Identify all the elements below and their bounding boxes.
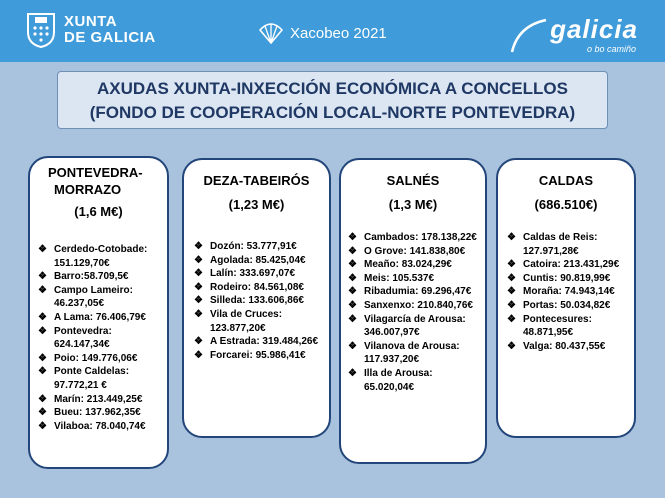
- municipality-item: [348, 258, 485, 272]
- bullet-icon: ❖: [38, 271, 47, 283]
- bullet-icon: ❖: [348, 259, 357, 271]
- municipality-amount: Marín: 213.449,25€: [54, 393, 143, 405]
- municipality-item: [38, 270, 167, 284]
- bullet-icon: ❖: [348, 299, 357, 311]
- municipality-item: [194, 254, 329, 268]
- municipality-item: [194, 308, 329, 335]
- municipality-amount: Poio: 149.776,06€: [54, 352, 138, 364]
- municipality-item: [507, 231, 634, 258]
- bullet-icon: ❖: [38, 420, 47, 432]
- bullet-icon: ❖: [194, 336, 203, 348]
- municipality-item: [38, 406, 167, 420]
- municipality-amount: Ponte Caldelas: 97.772,21 €: [54, 366, 130, 391]
- municipality-item: [194, 281, 329, 295]
- xacobeo-text: Xacobeo 2021: [290, 24, 387, 42]
- bullet-icon: ❖: [38, 284, 47, 296]
- municipality-amount: Portas: 50.034,82€: [523, 299, 611, 311]
- municipality-item: [507, 340, 634, 354]
- region-name: DEZA-TABEIRÓS: [203, 173, 310, 188]
- municipality-amount: Moraña: 74.943,14€: [523, 286, 615, 298]
- municipality-item: [194, 267, 329, 281]
- bullet-icon: ❖: [507, 286, 516, 298]
- bullet-icon: ❖: [194, 295, 203, 307]
- municipality-amount: Dozón: 53.777,91€: [210, 241, 297, 252]
- municipality-amount: Lalín: 333.697,07€: [210, 268, 296, 280]
- galicia-tagline: o bo camiño: [586, 44, 636, 54]
- bullet-icon: ❖: [348, 232, 357, 243]
- region-name: PONTEVEDRA- MORRAZO: [48, 165, 143, 197]
- municipality-item: [348, 367, 485, 394]
- bullet-icon: ❖: [194, 281, 203, 293]
- region-name: CALDAS: [538, 173, 594, 188]
- municipality-list: [194, 240, 329, 362]
- municipality-item: [507, 272, 634, 286]
- municipality-item: [348, 299, 485, 313]
- xacobeo-logo: [258, 22, 387, 44]
- municipality-amount: Campo Lameiro: 46.237,05€: [54, 284, 133, 310]
- region-card-deza-tabeiros: [182, 158, 331, 438]
- municipality-amount: Sanxenxo: 210.840,76€: [364, 299, 473, 311]
- municipality-amount: Vila de Cruces: 123.877,20€: [210, 308, 283, 334]
- municipality-item: [194, 240, 329, 254]
- municipality-item: [348, 272, 485, 286]
- municipality-item: [38, 325, 167, 352]
- bullet-icon: ❖: [348, 286, 357, 298]
- bullet-icon: ❖: [507, 313, 516, 325]
- municipality-amount: Bueu: 137.962,35€: [54, 407, 141, 419]
- municipality-amount: A Estrada: 319.484,26€: [210, 336, 319, 348]
- header-bar: [0, 0, 665, 62]
- municipality-amount: Agolada: 85.425,04€: [210, 254, 306, 266]
- municipality-item: [38, 365, 167, 392]
- bullet-icon: ❖: [507, 259, 516, 271]
- municipality-amount: Valga: 80.437,55€: [523, 340, 606, 352]
- municipality-amount: Vilanova de Arousa: 117.937,20€: [364, 340, 460, 366]
- municipality-amount: Meis: 105.537€: [364, 272, 435, 284]
- title-line1: AXUDAS XUNTA-INXECCIÓN ECONÓMICA A CONCELLOS: [97, 79, 568, 98]
- title-line2: (FONDO DE COOPERACIÓN LOCAL-NORTE PONTEVEDRA): [89, 103, 576, 122]
- bullet-icon: ❖: [348, 313, 357, 325]
- region-card-salnes: [339, 158, 487, 464]
- bullet-icon: ❖: [348, 272, 357, 284]
- municipality-item: [194, 349, 329, 363]
- galicia-crest-icon: [26, 12, 56, 48]
- municipality-item: [507, 258, 634, 272]
- bullet-icon: ❖: [38, 393, 47, 405]
- region-amount: (1,3 M€): [388, 197, 438, 212]
- bullet-icon: ❖: [507, 232, 516, 243]
- bullet-icon: ❖: [348, 245, 357, 257]
- municipality-amount: Barro:58.709,5€: [54, 271, 129, 283]
- bullet-icon: ❖: [194, 268, 203, 280]
- municipality-amount: Vilaboa: 78.040,74€: [54, 420, 146, 432]
- municipality-item: [348, 245, 485, 259]
- municipality-item: [348, 231, 485, 245]
- municipality-item: [507, 285, 634, 299]
- galicia-wordmark: galicia: [550, 14, 638, 44]
- municipality-item: [38, 284, 167, 311]
- municipality-amount: Forcarei: 95.986,41€: [210, 349, 306, 361]
- municipality-amount: Cerdedo-Cotobade: 151.129,70€: [54, 244, 148, 269]
- bullet-icon: ❖: [38, 311, 47, 323]
- municipality-item: [38, 311, 167, 325]
- municipality-amount: Silleda: 133.606,86€: [210, 295, 304, 307]
- bullet-icon: ❖: [194, 308, 203, 320]
- xunta-line2: DE GALICIA: [64, 29, 156, 46]
- bullet-icon: ❖: [38, 325, 47, 337]
- municipality-amount: Vilagarcía de Arousa: 346.007,97€: [364, 313, 466, 339]
- municipality-amount: Ribadumia: 69.296,47€: [364, 286, 472, 298]
- municipality-item: [38, 352, 167, 366]
- bullet-icon: ❖: [507, 340, 516, 352]
- bullet-icon: ❖: [38, 244, 47, 255]
- bullet-icon: ❖: [38, 407, 47, 419]
- xunta-line1: XUNTA: [64, 13, 118, 30]
- municipality-item: [38, 393, 167, 407]
- municipality-amount: Rodeiro: 84.561,08€: [210, 281, 304, 293]
- municipality-amount: Catoira: 213.431,29€: [523, 259, 620, 271]
- municipality-amount: Pontevedra: 624.147,34€: [54, 325, 112, 351]
- municipality-list: [38, 243, 167, 433]
- municipality-amount: A Lama: 76.406,79€: [54, 311, 146, 323]
- municipality-amount: O Grove: 141.838,80€: [364, 245, 466, 257]
- bullet-icon: ❖: [507, 272, 516, 284]
- bullet-icon: ❖: [194, 349, 203, 361]
- bullet-icon: ❖: [507, 299, 516, 311]
- region-card-pontevedra-morrazo: [28, 156, 169, 469]
- galicia-logo: [508, 10, 648, 56]
- municipality-item: [348, 340, 485, 367]
- region-amount: (686.510€): [534, 197, 598, 212]
- bullet-icon: ❖: [348, 367, 357, 379]
- municipality-amount: Cambados: 178.138,22€: [364, 232, 477, 243]
- bullet-icon: ❖: [348, 340, 357, 352]
- region-amount: (1,23 M€): [228, 197, 285, 212]
- scallop-shell-icon: [258, 22, 284, 44]
- page-title: [57, 71, 608, 129]
- municipality-amount: Illa de Arousa: 65.020,04€: [364, 367, 433, 393]
- municipality-item: [38, 420, 167, 434]
- bullet-icon: ❖: [194, 254, 203, 266]
- municipality-item: [348, 285, 485, 299]
- municipality-item: [507, 299, 634, 313]
- region-name: SALNÉS: [386, 173, 440, 188]
- municipality-amount: Cuntis: 90.819,99€: [523, 272, 611, 284]
- municipality-item: [348, 313, 485, 340]
- municipality-list: [507, 231, 634, 353]
- municipality-item: [194, 294, 329, 308]
- region-amount: (1,6 M€): [74, 204, 123, 219]
- municipality-item: [194, 335, 329, 349]
- region-card-caldas: [496, 158, 636, 438]
- xunta-logo: [26, 12, 156, 48]
- swoosh-icon: [508, 16, 548, 56]
- bullet-icon: ❖: [194, 241, 203, 252]
- bullet-icon: ❖: [38, 352, 47, 364]
- bullet-icon: ❖: [38, 366, 47, 378]
- municipality-item: [38, 243, 167, 270]
- municipality-amount: Caldas de Reis: 127.971,28€: [523, 232, 598, 257]
- municipality-amount: Meaño: 83.024,29€: [364, 259, 452, 271]
- municipality-amount: Pontecesures: 48.871,95€: [523, 313, 592, 339]
- municipality-list: [348, 231, 485, 394]
- municipality-item: [507, 313, 634, 340]
